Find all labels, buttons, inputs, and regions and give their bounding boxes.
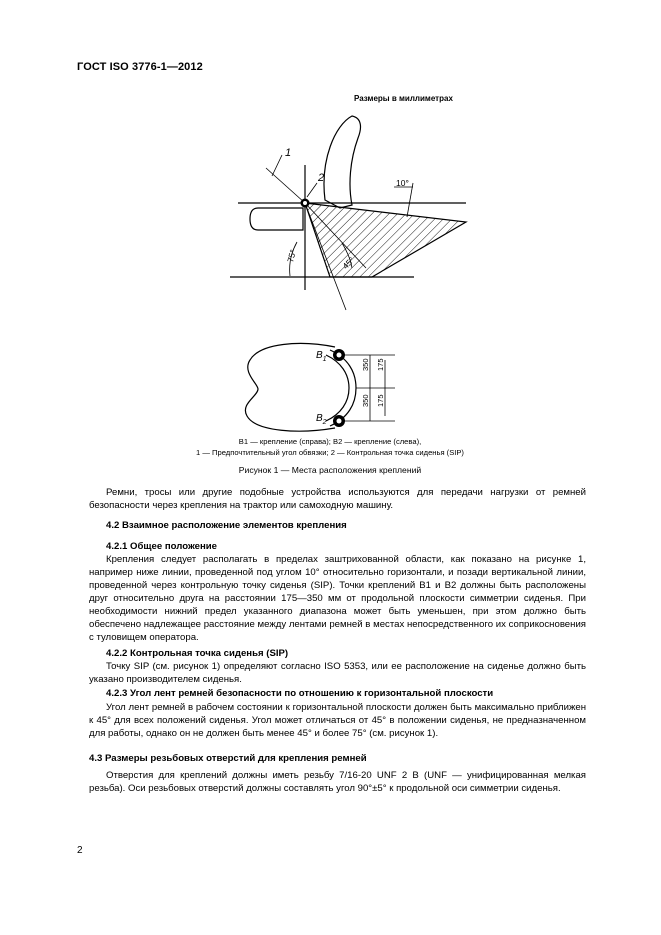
seat-backrest xyxy=(324,116,360,208)
seat-cushion xyxy=(250,208,303,230)
section-4-2-3-heading: 4.2.3 Угол лент ремней безопасности по отношению к горизонтальной плоскости xyxy=(106,688,494,699)
paragraph-intro: Ремни, тросы или другие подобные устройства используются для передачи нагрузки от ремней безопасности через крепления на трактор или самоходную машину. xyxy=(89,487,586,511)
figure-caption: Рисунок 1 — Места расположения креплений xyxy=(238,465,422,475)
preferred-strap-angle-line xyxy=(266,168,305,203)
section-4-2-heading: 4.2 Взаимное расположение элементов крепления xyxy=(106,520,347,531)
angle-10-reference-line xyxy=(407,183,413,217)
paragraph-4-3: Отверстия для креплений должны иметь резьбу 7/16-20 UNF 2 B (UNF — унифицированная мелкая резьба). Оси резьбовых отверстий должны составлять угол 90°±5° к продольной оси симметрии сиденья. xyxy=(89,770,586,794)
seat-back-arc-outer xyxy=(330,350,356,426)
callout-2-label: 2 xyxy=(318,172,325,184)
section-4-2-2-heading: 4.2.2 Контрольная точка сиденья (SIP) xyxy=(106,648,289,659)
dimensions-note: Размеры в миллиметрах xyxy=(354,94,453,103)
paragraph-4-2-2: Точку SIP (см. рисунок 1) определяют согласно ISO 5353, или ее расположение на сиденье должно быть указано производителем сиденья. xyxy=(89,661,586,685)
dim-175-top-label: 175 xyxy=(376,358,385,371)
b1-label: $B_1$ xyxy=(316,350,327,363)
paragraph-4-2-3: Угол лент ремней в рабочем состоянии к горизонтальной плоскости должен быть максимально приближен к 45° для всех положений сиденья. Угол может отличаться от 45° в положении сиденья, не предназначенном для работы, однако он не должен быть менее 45° и более 75° (см. рисунок 1). xyxy=(89,702,586,739)
angle-75-label: 75° xyxy=(285,248,299,264)
b2-label: $B_2$ xyxy=(316,413,327,426)
figure-legend-line-2: 1 — Предпочтительный угол обвязки; 2 — Контрольная точка сиденья (SIP) xyxy=(196,448,464,457)
angle-10-label: 10° xyxy=(396,178,409,188)
dim-350-top-label: 350 xyxy=(361,358,370,371)
document-header: ГОСТ ISO 3776-1—2012 xyxy=(77,61,203,73)
figure-legend-line-1: B1 — крепление (справа); B2 — крепление (слева), xyxy=(238,437,422,446)
callout-1-leader xyxy=(272,155,282,176)
dim-350-bottom-label: 350 xyxy=(361,394,370,407)
callout-1-label: 1 xyxy=(285,147,292,159)
sip-point-center xyxy=(303,201,307,205)
section-4-2-1-heading: 4.2.1 Общее положение xyxy=(106,541,217,552)
section-4-3-heading: 4.3 Размеры резьбовых отверстий для крепления ремней xyxy=(89,753,367,764)
angle-45-label: 45° xyxy=(340,254,357,272)
paragraph-4-2-1: Крепления следует располагать в пределах заштрихованной области, как показано на рисунке 1, например ниже линии, проведенной под углом 10° относительно горизонтали, и позади вертикальной линии, проведенной через контрольную точку сиденья (SIP). Точки креплений B1 и B2 должны быть расположены друг относительно друга на расстоянии 175—350 мм от продольной плоскости симметрии сиденья. При необходимости нижний предел указанного диапазона может быть уменьшен, при этом должно быть обеспечено надлежащее расстояние между лентами ремней в местах непосредственного их соприкосновения с туловищем оператора. xyxy=(89,554,586,643)
seat-back-arc-inner xyxy=(326,355,349,421)
dim-175-bottom-label: 175 xyxy=(376,394,385,407)
page-number: 2 xyxy=(77,845,83,856)
callout-2-leader xyxy=(307,183,317,197)
